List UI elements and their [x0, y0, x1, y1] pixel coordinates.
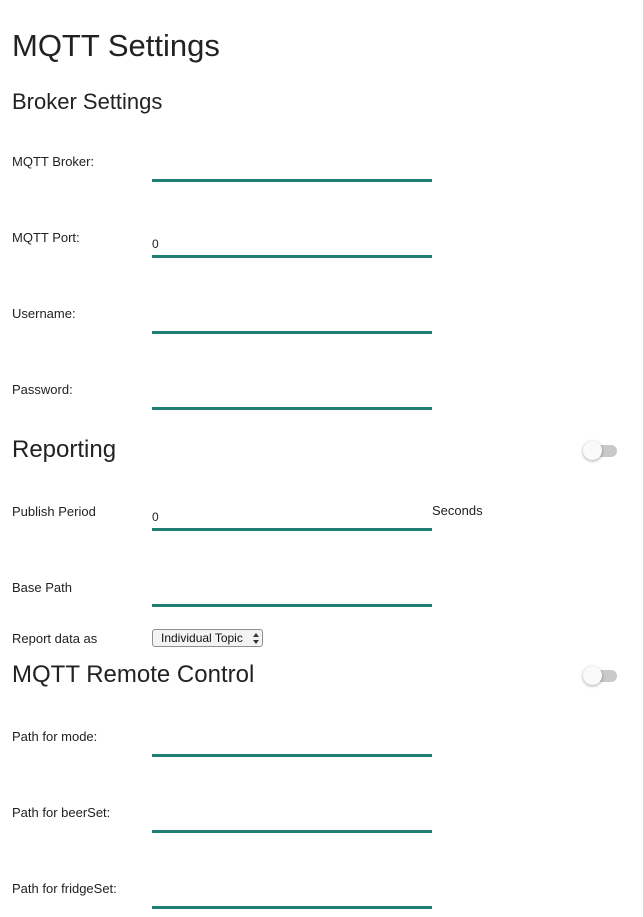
reporting-toggle-thumb — [583, 441, 602, 460]
path-for-mode-label: Path for mode: — [12, 729, 98, 744]
mqtt-port-input[interactable] — [152, 233, 432, 258]
remote-control-heading: MQTT Remote Control — [12, 661, 255, 688]
broker-settings-heading: Broker Settings — [12, 89, 163, 114]
password-label: Password: — [12, 382, 73, 397]
path-for-fridgeset-label: Path for fridgeSet: — [12, 881, 117, 896]
publish-period-unit: Seconds — [432, 503, 483, 518]
base-path-input[interactable] — [152, 582, 432, 607]
report-data-as-selected-value: Individual Topic — [161, 631, 243, 645]
base-path-label: Base Path — [12, 580, 72, 595]
mqtt-broker-label: MQTT Broker: — [12, 154, 95, 169]
mqtt-port-label: MQTT Port: — [12, 230, 80, 245]
username-input[interactable] — [152, 309, 432, 334]
username-label: Username: — [12, 306, 76, 321]
path-for-beerset-label: Path for beerSet: — [12, 805, 111, 820]
report-data-as-label: Report data as — [12, 631, 98, 646]
remote-control-toggle[interactable] — [583, 666, 617, 686]
page-title: MQTT Settings — [12, 28, 220, 63]
path-for-beerset-input[interactable] — [152, 808, 432, 833]
publish-period-input[interactable] — [152, 506, 432, 531]
reporting-heading: Reporting — [12, 436, 117, 463]
remote-control-toggle-thumb — [583, 666, 602, 685]
publish-period-label: Publish Period — [12, 504, 96, 519]
up-down-arrows-icon — [253, 633, 259, 644]
path-for-mode-input[interactable] — [152, 732, 432, 757]
mqtt-broker-input[interactable] — [152, 157, 432, 182]
path-for-fridgeset-input[interactable] — [152, 884, 432, 909]
report-data-as-select[interactable] — [152, 629, 263, 647]
reporting-toggle[interactable] — [583, 441, 617, 461]
password-input[interactable] — [152, 385, 432, 410]
